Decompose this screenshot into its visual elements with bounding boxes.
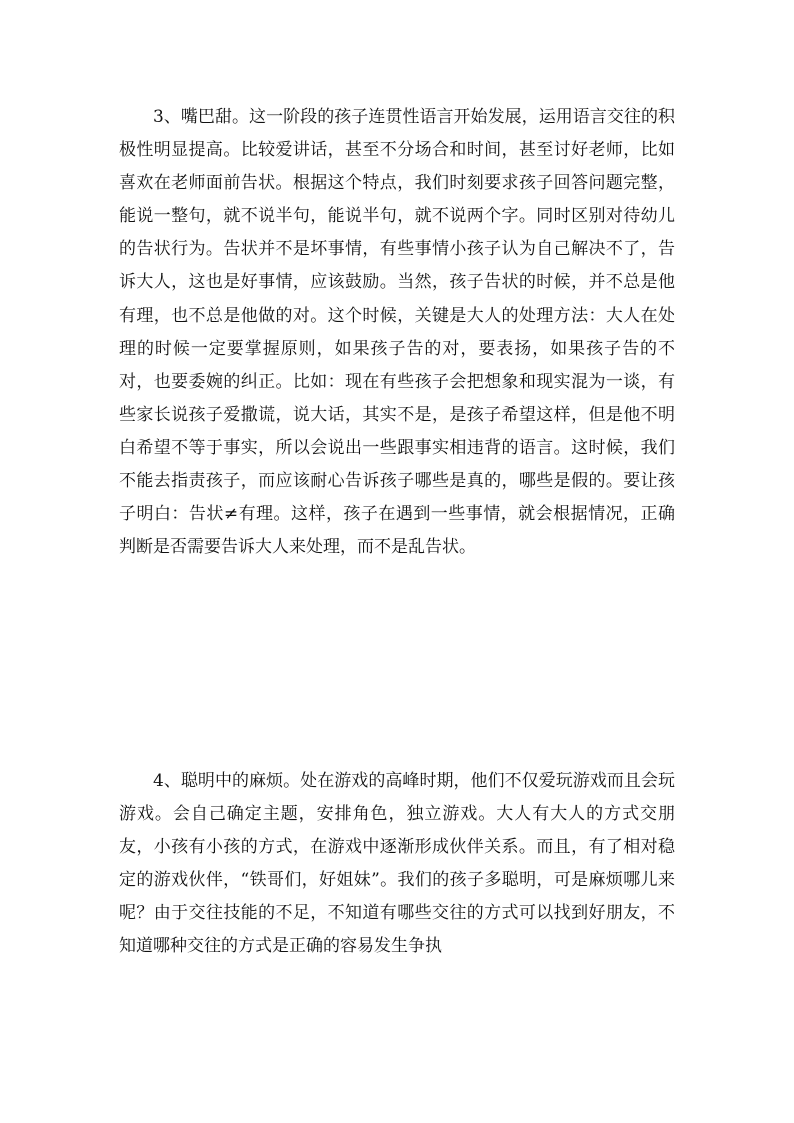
paragraph-4-trouble-in-cleverness: 4、聪明中的麻烦。处在游戏的高峰时期，他们不仅爱玩游戏而且会玩游戏。会自己确定主题，安排角色，独立游戏。大人有大人的方式交朋友，小孩有小孩的方式，在游戏中逐渐形成伙伴关系。而且，有了相对稳定的游戏伙伴，“铁哥们，好姐妹”。我们的孩子多聪明，可是麻烦哪儿来呢？由于交往技能的不足，不知道有哪些交往的方式可以找到好朋友，不知道哪种交往的方式是正确的容易发生争执	[119, 771, 675, 957]
paragraph-3-sweet-talk: 3、嘴巴甜。这一阶段的孩子连贯性语言开始发展，运用语言交往的积极性明显提高。比较爱讲话，甚至不分场合和时间，甚至讨好老师，比如喜欢在老师面前告状。根据这个特点，我们时刻要求孩子回答问题完整，能说一整句，就不说半句，能说半句，就不说两个字。同时区别对待幼儿的告状行为。告状并不是坏事情，有些事情小孩子认为自己解决不了，告诉大人，这也是好事情，应该鼓励。当然，孩子告状的时候，并不总是他有理，也不总是他做的对。这个时候，关键是大人的处理方法：大人在处理的时候一定要掌握原则，如果孩子告的对，要表扬，如果孩子告的不对，也要委婉的纠正。比如：现在有些孩子会把想象和现实混为一谈，有些家长说孩子爱撒谎，说大话，其实不是，是孩子希望这样，但是他不明白希望不等于事实，所以会说出一些跟事实相违背的语言。这时候，我们不能去指责孩子，而应该耐心告诉孩子哪些是真的，哪些是假的。要让孩子明白：告状≠有理。这样，孩子在遇到一些事情，就会根据情况，正确判断是否需要告诉大人来处理，而不是乱告状。	[119, 107, 675, 558]
